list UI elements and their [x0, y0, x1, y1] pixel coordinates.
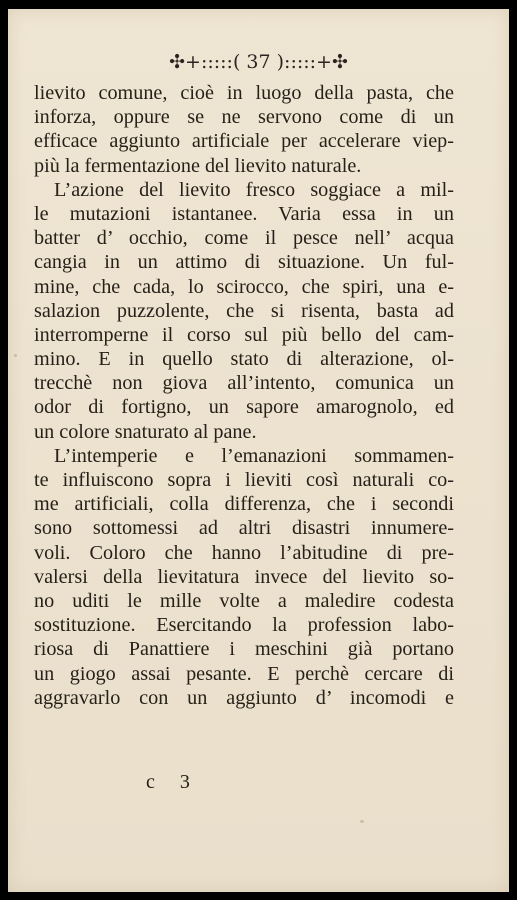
- text-line: mine, che cada, lo scirocco, che spiri, una e-: [34, 275, 454, 298]
- text-line: le mutazioni istantanee. Varia essa in un: [34, 202, 454, 225]
- text-line: odor di fortigno, un sapore amarognolo, ed: [34, 396, 454, 419]
- paragraph: [34, 178, 454, 444]
- paragraph: [34, 81, 454, 178]
- text-line: interromperne il corso sul più bello del cam-: [34, 323, 454, 346]
- text-line: L’intemperie e l’emanazioni sommamen-: [54, 444, 454, 467]
- text-line: sono sottomessi ad altri disastri innumere-: [34, 517, 454, 540]
- book-page: [8, 9, 509, 892]
- text-line: no uditi le mille volte a maledire codesta: [34, 589, 454, 612]
- text-line: me artificiali, colla differenza, che i secondi: [34, 493, 454, 516]
- paragraph: [34, 444, 454, 710]
- text-line: aggravarlo con un aggiunto d’ incomodi e: [34, 686, 454, 709]
- text-line: voli. Coloro che hanno l’abitudine di pre-: [34, 541, 454, 564]
- text-line: batter d’ occhio, come il pesce nell’ acqua: [34, 227, 454, 250]
- text-line: un colore snaturato al pane.: [34, 420, 257, 443]
- text-line: valersi della lievitatura invece del lievito so-: [34, 565, 454, 588]
- page-header: ✣+:::::( 37 ):::::+✣: [169, 51, 348, 73]
- text-line: riosa di Panattiere i meschini già portano: [34, 638, 454, 661]
- text-line: efficace aggiunto artificiale per accelerare viep-: [34, 130, 454, 153]
- paper-spot: [14, 354, 17, 357]
- text-line: salazion puzzolente, che si risenta, basta ad: [34, 299, 454, 322]
- text-line: più la fermentazione del lievito naturale.: [34, 154, 362, 177]
- text-line: trecchè non giova all’intento, comunica un: [34, 372, 454, 395]
- text-line: te influiscono sopra i lieviti così naturali co-: [34, 469, 454, 491]
- signature-mark: c 3: [146, 771, 200, 793]
- text-line: lievito comune, cioè in luogo della pasta, che: [34, 82, 454, 104]
- text-line: un giogo assai pesante. E perchè cercare di: [34, 662, 454, 685]
- text-line: inforza, oppure se ne servono come di un: [34, 106, 454, 129]
- text-line: sostituzione. Esercitando la profession labo-: [34, 614, 454, 637]
- text-line: mino. E in quello stato di alterazione, ol-: [34, 348, 454, 371]
- text-line: L’azione del lievito fresco soggiace a mil-: [54, 178, 454, 201]
- text-line: cangia in un attimo di situazione. Un ful-: [34, 251, 454, 274]
- body-text: [34, 81, 454, 710]
- paper-spot: [360, 820, 364, 823]
